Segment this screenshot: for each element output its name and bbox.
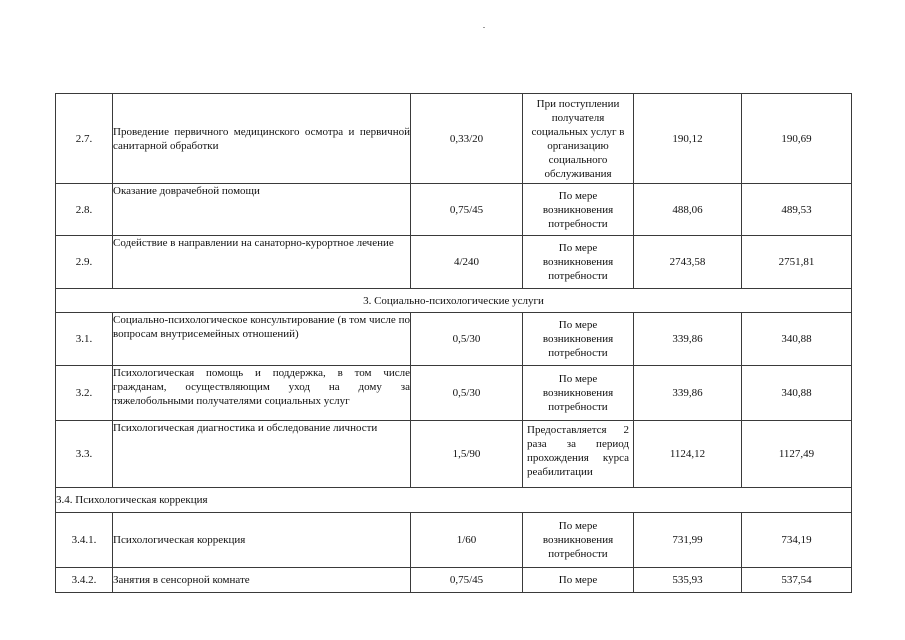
service-name: Содействие в направлении на санаторно-курортное лечение: [113, 236, 411, 289]
subsection-title: 3.4. Психологическая коррекция: [56, 488, 852, 513]
tariff-table: [55, 93, 852, 593]
service-duration: 1/60: [411, 513, 523, 568]
price-value: 488,06: [634, 184, 742, 236]
service-name: Психологическая коррекция: [113, 513, 411, 568]
service-name: Психологическая помощь и поддержка, в том числе гражданам, осуществляющим уход на дому за тяжелобольными получателями социальных услуг: [113, 366, 411, 421]
price-value: 339,86: [634, 366, 742, 421]
service-duration: 0,5/30: [411, 313, 523, 366]
price-value: 734,19: [742, 513, 852, 568]
subsection-row: [56, 488, 852, 513]
service-frequency: По мере возникновения потребности: [523, 313, 634, 366]
price-value: 731,99: [634, 513, 742, 568]
price-value: 489,53: [742, 184, 852, 236]
table-row: [56, 513, 852, 568]
scan-speck: [483, 27, 485, 28]
service-duration: 0,33/20: [411, 94, 523, 184]
table-row: [56, 94, 852, 184]
service-name: Социально-психологическое консультирование (в том числе по вопросам внутрисемейных отношений): [113, 313, 411, 366]
price-value: 2743,58: [634, 236, 742, 289]
row-number: 3.1.: [56, 313, 113, 366]
table-row: [56, 184, 852, 236]
price-value: 339,86: [634, 313, 742, 366]
table-row: [56, 236, 852, 289]
section-title: 3. Социально-психологические услуги: [56, 289, 852, 313]
service-frequency: По мере возникновения потребности: [523, 513, 634, 568]
row-number: 3.4.2.: [56, 568, 113, 593]
service-frequency: По мере: [523, 568, 634, 593]
price-value: 190,69: [742, 94, 852, 184]
table-row: [56, 421, 852, 488]
row-number: 2.8.: [56, 184, 113, 236]
row-number: 3.4.1.: [56, 513, 113, 568]
service-frequency: Предоставляется 2 раза за период прохождения курса реабилитации: [523, 421, 634, 488]
price-value: 340,88: [742, 313, 852, 366]
service-frequency: По мере возникновения потребности: [523, 184, 634, 236]
row-number: 3.2.: [56, 366, 113, 421]
service-frequency: При поступлении получателя социальных услуг в организацию социального обслуживания: [523, 94, 634, 184]
service-duration: 0,75/45: [411, 184, 523, 236]
price-value: 537,54: [742, 568, 852, 593]
price-value: 535,93: [634, 568, 742, 593]
service-duration: 1,5/90: [411, 421, 523, 488]
service-frequency: По мере возникновения потребности: [523, 366, 634, 421]
section-row: [56, 289, 852, 313]
price-value: 2751,81: [742, 236, 852, 289]
price-value: 1124,12: [634, 421, 742, 488]
service-name: Занятия в сенсорной комнате: [113, 568, 411, 593]
service-duration: 0,75/45: [411, 568, 523, 593]
service-duration: 0,5/30: [411, 366, 523, 421]
service-name: Проведение первичного медицинского осмотра и первичной санитарной обработки: [113, 94, 411, 184]
price-value: 1127,49: [742, 421, 852, 488]
service-name: Оказание доврачебной помощи: [113, 184, 411, 236]
price-value: 190,12: [634, 94, 742, 184]
row-number: 2.7.: [56, 94, 113, 184]
service-frequency: По мере возникновения потребности: [523, 236, 634, 289]
price-value: 340,88: [742, 366, 852, 421]
service-duration: 4/240: [411, 236, 523, 289]
row-number: 2.9.: [56, 236, 113, 289]
service-name: Психологическая диагностика и обследование личности: [113, 421, 411, 488]
table-row: [56, 313, 852, 366]
table-row: [56, 366, 852, 421]
table-row: [56, 568, 852, 593]
row-number: 3.3.: [56, 421, 113, 488]
